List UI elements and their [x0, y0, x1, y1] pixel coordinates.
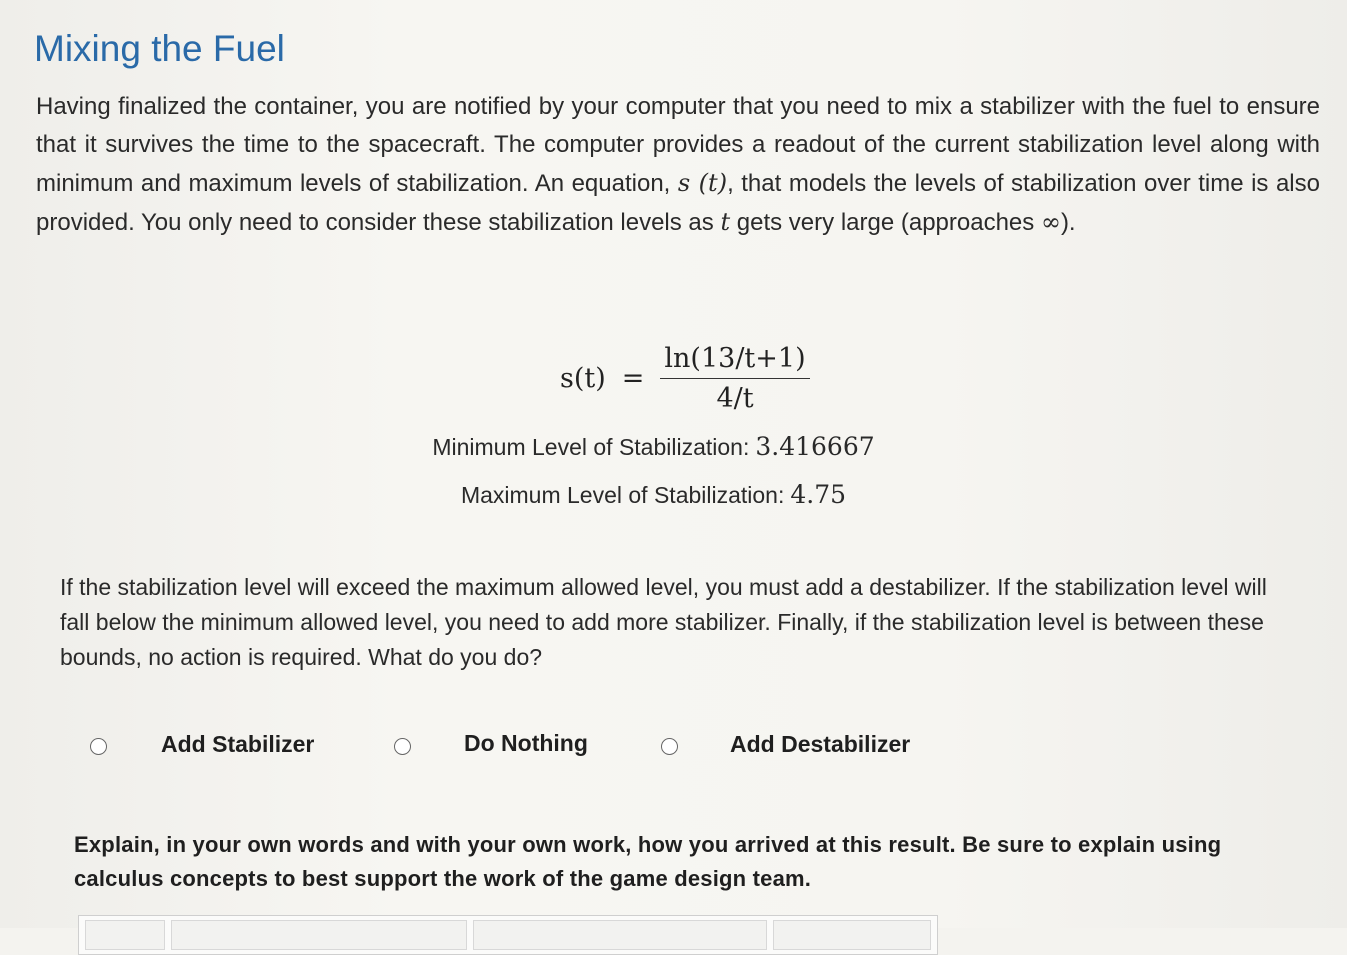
equation-denominator: 4/t — [716, 383, 754, 414]
question-text: If the stabilization level will exceed the maximum allowed level, you must add a destabilizer. If the stabilization level will fall below the minimum allowed level, you need to add more stabilizer. Finally, if the stabilization level is between these bounds, no action is required. What do you do? — [60, 574, 1267, 670]
intro-function: s (t) — [677, 169, 728, 197]
editor-toolbar-group[interactable] — [171, 920, 467, 950]
choice-do-nothing[interactable] — [394, 730, 588, 756]
intro-variable: t — [720, 208, 731, 236]
radio-do-nothing[interactable] — [394, 738, 411, 755]
intro-text-4: ). — [1060, 209, 1076, 236]
radio-add-stabilizer[interactable] — [90, 738, 107, 755]
maximum-level-label: Maximum Level of Stabilization: — [460, 482, 785, 508]
choice-label[interactable]: Do Nothing — [464, 730, 588, 756]
maximum-level-value: 4.75 — [790, 480, 847, 509]
equation-fraction — [660, 343, 809, 414]
choice-label[interactable]: Add Destabilizer — [730, 731, 911, 757]
editor-toolbar-group[interactable] — [773, 920, 931, 950]
minimum-level — [0, 432, 1327, 461]
infinity-symbol: ∞ — [1040, 208, 1061, 236]
choice-label[interactable]: Add Stabilizer — [161, 731, 315, 757]
editor-toolbar-group[interactable] — [473, 920, 767, 950]
equation-numerator: ln(13/t+1) — [660, 343, 809, 379]
editor-toolbar-group[interactable] — [85, 920, 165, 950]
answer-editor[interactable] — [78, 915, 938, 955]
minimum-level-value: 3.416667 — [755, 432, 875, 461]
intro-paragraph — [36, 88, 1320, 242]
page-title: Mixing the Fuel — [34, 28, 285, 69]
choice-add-destabilizer[interactable] — [661, 731, 911, 757]
choice-add-stabilizer[interactable] — [90, 731, 315, 757]
intro-text-2: , that models the levels of stabilization over time is also provided. You only need to consider these stabilization levels as — [36, 170, 1320, 236]
radio-add-destabilizer[interactable] — [661, 738, 678, 755]
equation-equals: = — [621, 363, 645, 394]
equation-lhs: s(t) — [560, 363, 606, 394]
answer-choices — [0, 728, 1347, 768]
intro-text-1: Having finalized the container, you are notified by your computer that you need to mix a stabilizer with the fuel to ensure that it survives the time to the spacecraft. The computer provides a readout of the current stabilization level along with minimum and maximum levels of stabilization. An equation, — [36, 93, 1320, 197]
minimum-level-label: Minimum Level of Stabilization: — [432, 434, 750, 460]
explain-prompt: Explain, in your own words and with your own work, how you arrived at this result. Be sure to explain using calculus concepts to best support the work of the game design team. — [74, 832, 1222, 891]
stabilization-equation — [560, 343, 810, 414]
intro-text-3: gets very large (approaches — [730, 209, 1041, 236]
maximum-level — [0, 480, 1327, 509]
